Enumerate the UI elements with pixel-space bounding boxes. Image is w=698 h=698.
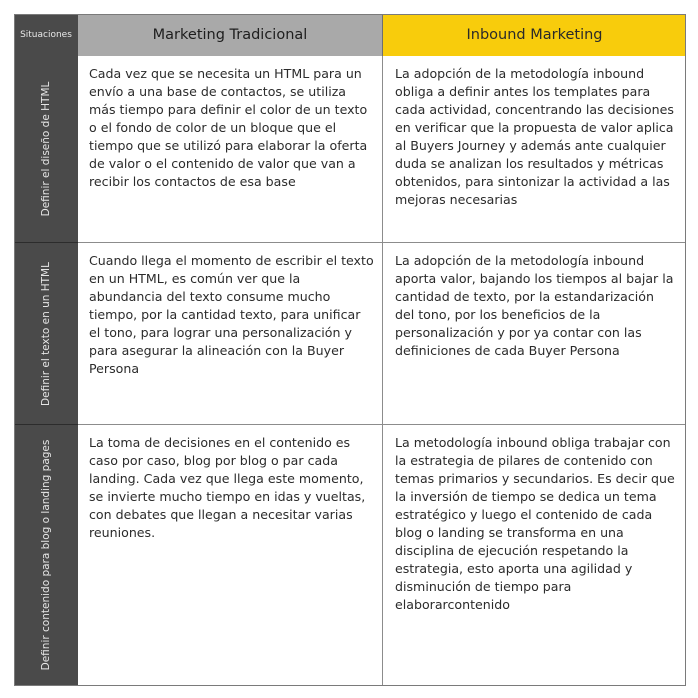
situations-header: Situaciones <box>14 14 78 56</box>
traditional-marketing-header: Marketing Tradicional <box>78 14 383 56</box>
situation-text: Definir contenido para blog o landing pages <box>40 439 52 671</box>
situation-label <box>14 56 78 243</box>
traditional-cell: La toma de decisiones en el contenido es caso por caso, blog por blog o par cada landing. Cada vez que llega este momento, se invierte mucho tiempo en idas y vueltas, con debates que llegan a necesitar varias reuniones. <box>78 425 383 686</box>
inbound-cell: La metodología inbound obliga trabajar con la estrategia de pilares de contenido con temas primarios y secundarios. Es decir que la inversión de tiempo se dedica un tema estratégico y luego el contenido de cada blog o landing se transforma en una disciplina de ejecución respetando la estrategia, esto aporta una agilidad y disminución de tiempo para elaborarcontenido <box>383 425 686 686</box>
comparison-table <box>14 14 686 686</box>
inbound-marketing-header: Inbound Marketing <box>383 14 686 56</box>
inbound-cell: La adopción de la metodología inbound obliga a definir antes los templates para cada actividad, concentrando las decisiones en verificar que la propuesta de valor aplica al Buyers Journey y además ante cualquier duda se analizan los resultados y métricas obtenidos, para sintonizar la actividad a las mejoras necesarias <box>383 56 686 243</box>
inbound-cell: La adopción de la metodología inbound aporta valor, bajando los tiempos al bajar la cantidad de texto, por la estandarización del tono, por los beneficios de la personalización y por ya contar con las definiciones de cada Buyer Persona <box>383 243 686 425</box>
situation-text: Definir el diseño de HTML <box>40 81 52 217</box>
situation-label <box>14 243 78 425</box>
situation-text: Definir el texto en un HTML <box>40 261 52 406</box>
traditional-cell: Cuando llega el momento de escribir el texto en un HTML, es común ver que la abundancia del texto consume mucho tiempo, por la cantidad texto, para unificar el tono, para lograr una personalización y para asegurar la alineación con la Buyer Persona <box>78 243 383 425</box>
traditional-cell: Cada vez que se necesita un HTML para un envío a una base de contactos, se utiliza más tiempo para definir el color de un texto o el fondo de color de un bloque que el tiempo que se utilizó para elaborar la oferta de valor o el contenido de valor que van a recibir los contactos de esa base <box>78 56 383 243</box>
situation-label <box>14 425 78 686</box>
